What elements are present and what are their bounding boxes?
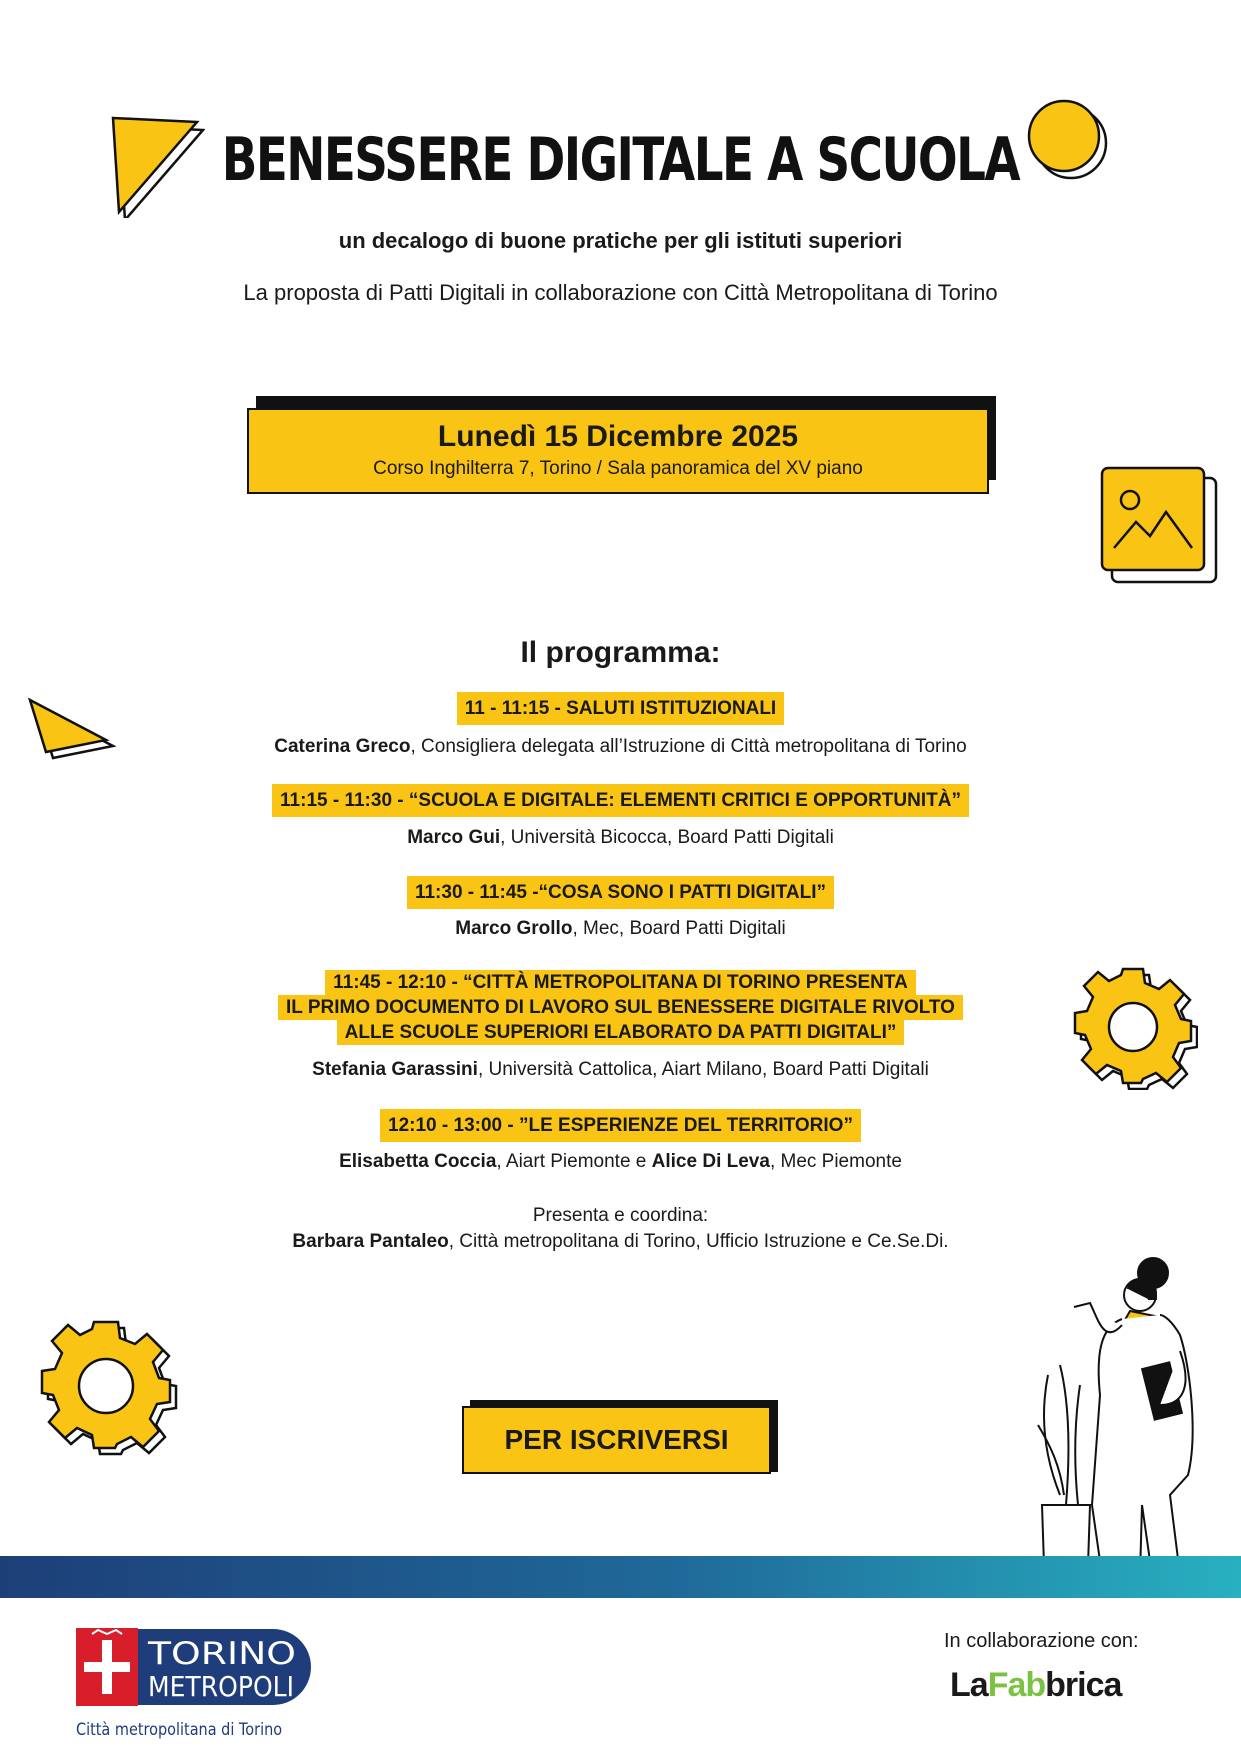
- proposal-text: La proposta di Patti Digitali in collaborazione con Città Metropolitana di Torino: [243, 280, 998, 305]
- speaker-name: Stefania Garassini: [312, 1059, 478, 1080]
- image-placeholder-icon: [1100, 466, 1220, 586]
- program-item-speaker: [0, 736, 1241, 758]
- program-item-heading: 11 - 11:15 - SALUTI ISTITUZIONALI: [457, 692, 784, 725]
- partner-logo: [950, 1666, 1121, 1705]
- speaker-name: Marco Gui: [407, 827, 501, 848]
- program-item-heading-line: ALLE SCUOLE SUPERIORI ELABORATO DA PATTI DIGITALI”: [337, 1020, 905, 1045]
- program-item-speaker: [0, 918, 1241, 940]
- torino-metropoli-logo: [76, 1628, 312, 1706]
- speaker-role: , Mec, Board Patti Digitali: [572, 918, 786, 939]
- gear-icon: [34, 1312, 184, 1462]
- page-title: BENESSERE DIGITALE A SCUOLA: [221, 125, 1020, 195]
- partner-logo-part: La: [950, 1666, 988, 1704]
- logo-caption: Città metropolitana di Torino: [76, 1720, 283, 1740]
- register-button[interactable]: PER ISCRIVERSI: [462, 1406, 771, 1474]
- program-item-heading: 11:15 - 11:30 - “SCUOLA E DIGITALE: ELEMENTI CRITICI E OPPORTUNITÀ”: [272, 784, 969, 817]
- program-item-speaker: [0, 1151, 1241, 1173]
- speaker-name: Caterina Greco: [274, 736, 411, 757]
- speaker-role: , Aiart Piemonte e: [496, 1151, 652, 1172]
- partner-logo-part: brica: [1045, 1666, 1122, 1704]
- event-date: Lunedì 15 Dicembre 2025: [437, 420, 799, 453]
- page-subtitle: un decalogo di buone pratiche per gli istituti superiori: [338, 228, 903, 253]
- speaker-role: , Università Cattolica, Aiart Milano, Board Patti Digitali: [477, 1059, 929, 1080]
- speaker-name: Alice Di Leva: [651, 1151, 770, 1172]
- woman-presenting-illustration: [1030, 1255, 1230, 1585]
- moderator-role: , Città metropolitana di Torino, Ufficio Istruzione e Ce.Se.Di.: [448, 1231, 949, 1252]
- program-item: [0, 876, 1241, 909]
- program-item: [0, 692, 1241, 725]
- program-item-heading: 11:30 - 11:45 -“COSA SONO I PATTI DIGITALI”: [407, 876, 834, 909]
- logo-line-2: METROPOLI: [148, 1670, 294, 1703]
- event-place: Corso Inghilterra 7, Torino / Sala panoramica del XV piano: [373, 458, 863, 479]
- moderator-label: Presenta e coordina:: [532, 1205, 709, 1226]
- program-item: [0, 970, 1241, 1045]
- partner-logo-part: Fab: [987, 1666, 1046, 1704]
- footer-band: [0, 1556, 1241, 1598]
- speaker-role: , Università Bicocca, Board Patti Digitali: [500, 827, 834, 848]
- program-title: Il programma:: [520, 636, 721, 669]
- event-date-box: [247, 408, 989, 494]
- logo-line-1: TORINO: [146, 1636, 296, 1672]
- program-item-heading-line: IL PRIMO DOCUMENTO DI LAVORO SUL BENESSERE DIGITALE RIVOLTO: [278, 995, 963, 1020]
- speaker-role: , Mec Piemonte: [769, 1151, 902, 1172]
- moderator-name: Barbara Pantaleo: [292, 1231, 449, 1252]
- program-item-heading: 12:10 - 13:00 - ”LE ESPERIENZE DEL TERRITORIO”: [380, 1109, 861, 1142]
- speaker-name: Elisabetta Coccia: [339, 1151, 497, 1172]
- program-item: [0, 1109, 1241, 1142]
- program-item-speaker: [0, 1059, 1241, 1081]
- speaker-name: Marco Grollo: [455, 918, 573, 939]
- speaker-role: , Consigliera delegata all’Istruzione di Città metropolitana di Torino: [410, 736, 967, 757]
- collaboration-label: In collaborazione con:: [944, 1630, 1139, 1652]
- program-item-heading-line: 11:45 - 12:10 - “CITTÀ METROPOLITANA DI TORINO PRESENTA: [325, 970, 916, 995]
- program-item-speaker: [0, 827, 1241, 849]
- program-item: [0, 784, 1241, 817]
- moderator: [0, 1231, 1241, 1253]
